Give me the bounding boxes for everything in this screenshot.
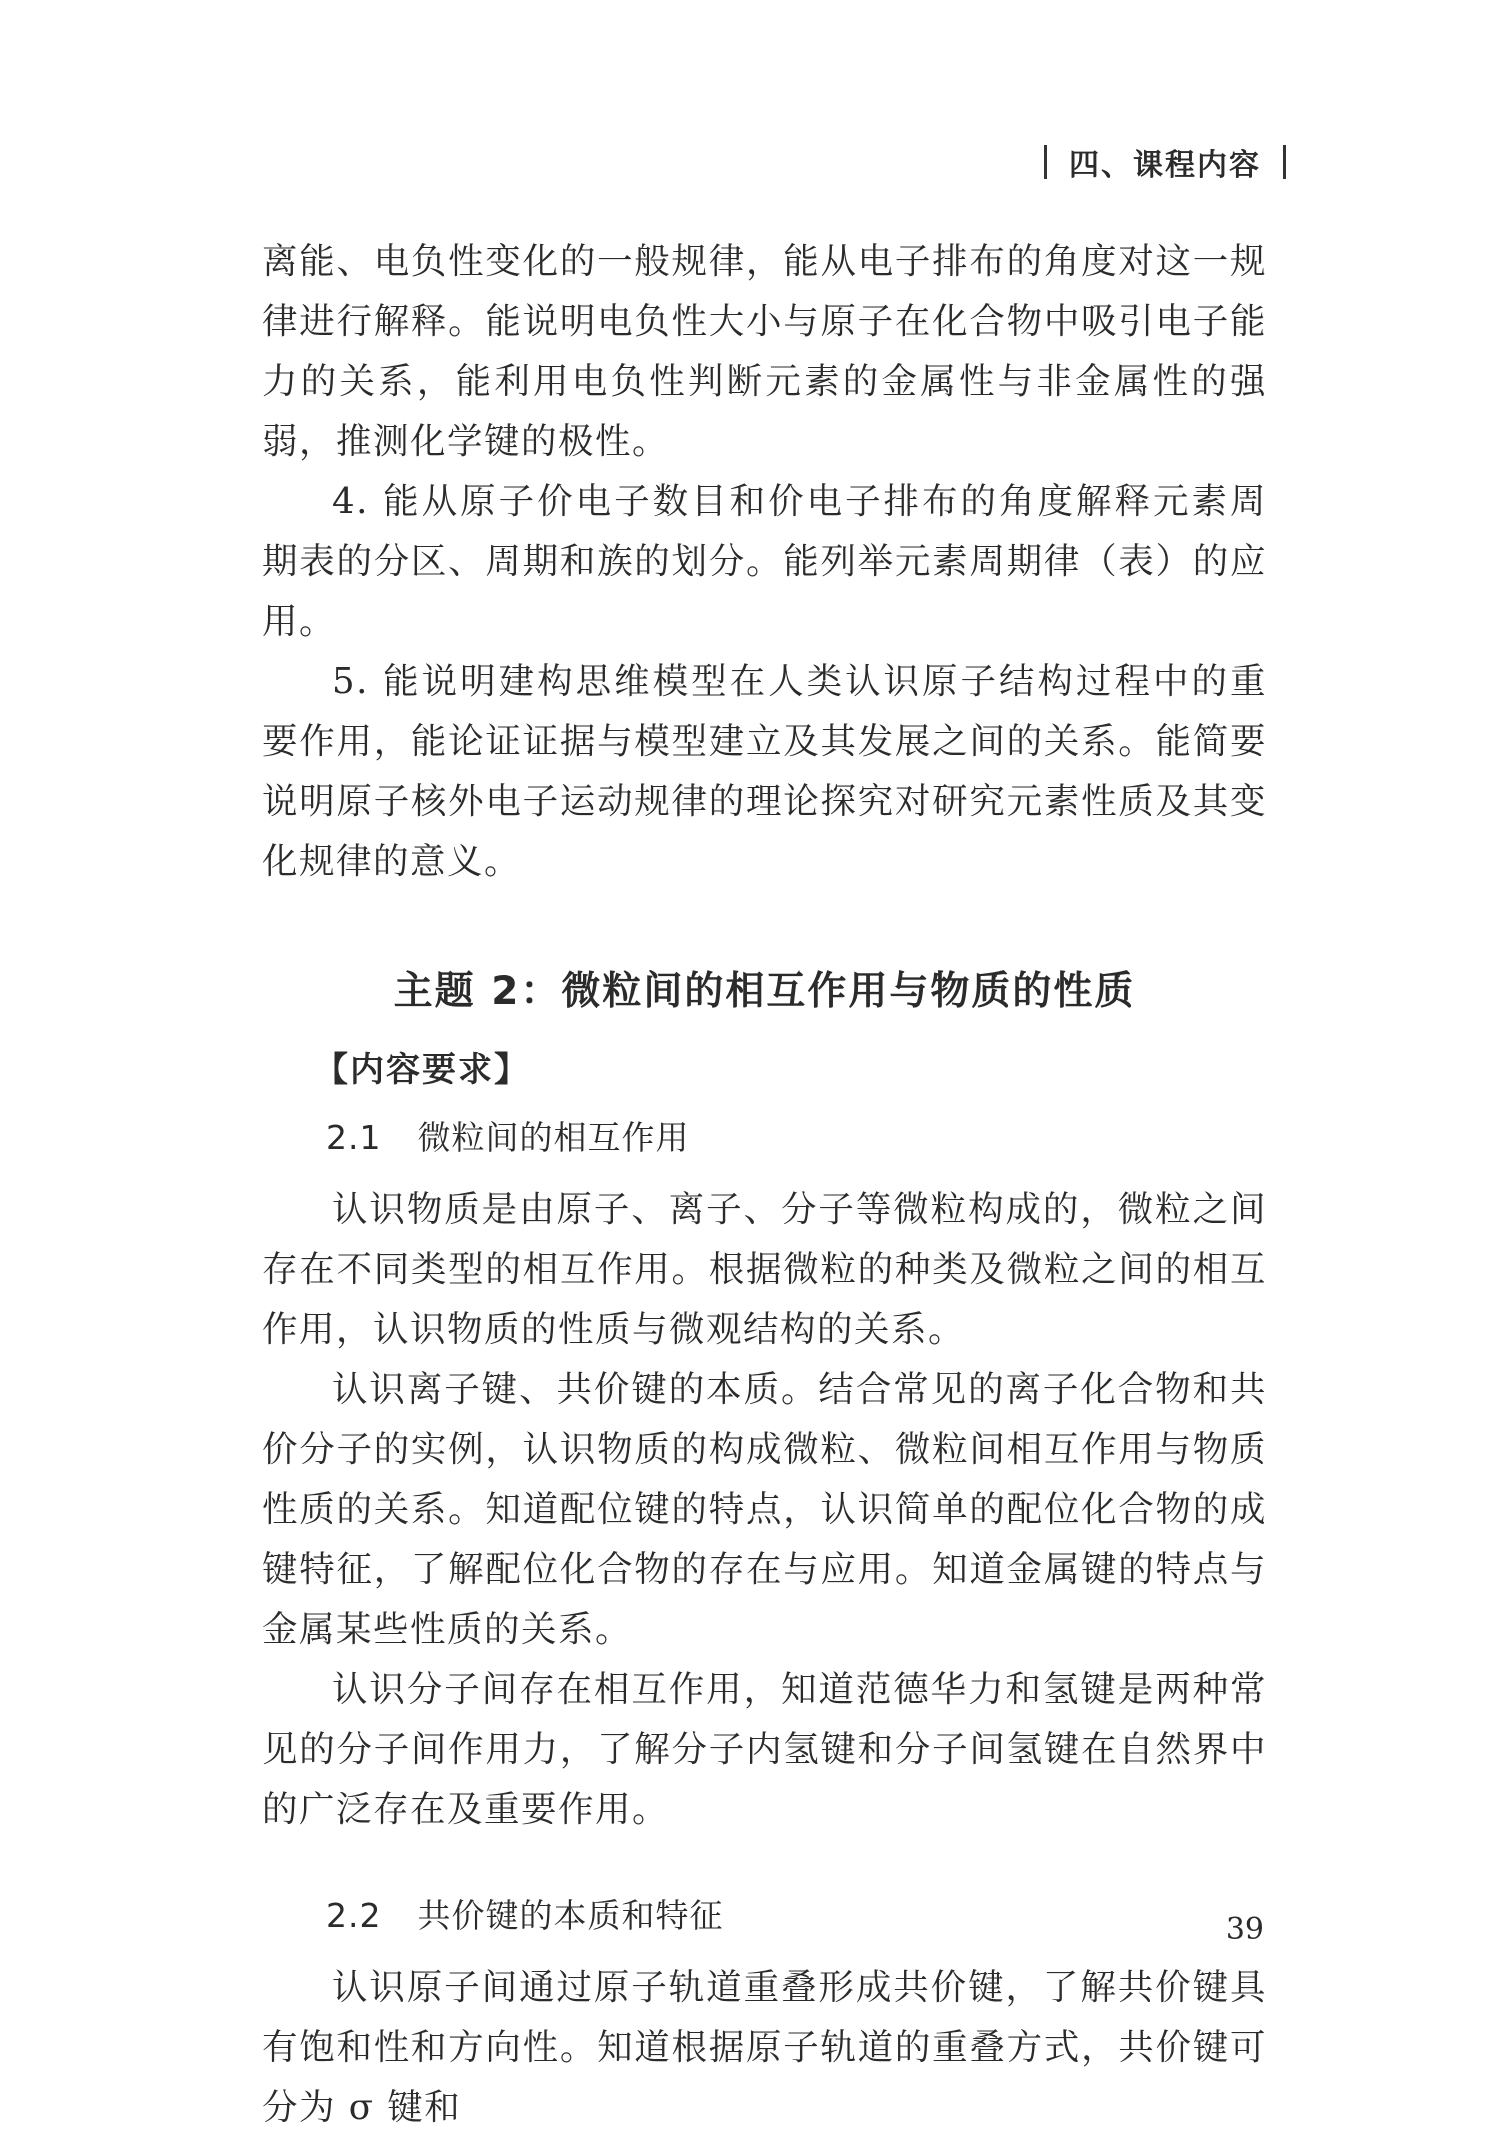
- running-header: [1044, 140, 1286, 184]
- header-section-title: 四、课程内容: [1069, 148, 1261, 183]
- subsection-2-1-paragraph-1: 认识物质是由原子、离子、分子等微粒构成的，微粒之间存在不同类型的相互作用。根据微粒的种类及微粒之间的相互作用，认识物质的性质与微观结构的关系。: [262, 1189, 1267, 1350]
- subsection-number: 2.1: [326, 1118, 382, 1157]
- header-left-bar: [1044, 145, 1047, 179]
- subsection-2-2-paragraph-1: 认识原子间通过原子轨道重叠形成共价键，了解共价键具有饱和性和方向性。知道根据原子轨道的重叠方式，共价键可分为 σ 键和: [262, 1967, 1267, 2128]
- subsection-title: 共价键的本质和特征: [417, 1896, 724, 1935]
- subsection-title: 微粒间的相互作用: [417, 1118, 690, 1157]
- topic-title: 主题 2：微粒间的相互作用与物质的性质: [393, 969, 1136, 1014]
- intro-paragraph-continued: 离能、电负性变化的一般规律，能从电子排布的角度对这一规律进行解释。能说明电负性大小与原子在化合物中吸引电子能力的关系，能利用电负性判断元素的金属性与非金属性的强弱，推测化学键的极性。: [262, 241, 1267, 462]
- content-requirements-label: 【内容要求】: [314, 1050, 530, 1090]
- page-body: [262, 232, 1267, 2138]
- header-right-bar: [1283, 145, 1286, 179]
- subsection-2-1-paragraph-3: 认识分子间存在相互作用，知道范德华力和氢键是两种常见的分子间作用力，了解分子内氢键和分子间氢键在自然界中的广泛存在及重要作用。: [262, 1669, 1267, 1830]
- intro-paragraph-item-5: 5. 能说明建构思维模型在人类认识原子结构过程中的重要作用，能论证证据与模型建立及其发展之间的关系。能简要说明原子核外电子运动规律的理论探究对研究元素性质及其变化规律的意义。: [262, 661, 1267, 882]
- subsection-number: 2.2: [326, 1896, 382, 1935]
- subsection-heading-2-2: [326, 1886, 1267, 1946]
- page-number: 39: [1225, 1912, 1264, 1947]
- subsection-heading-2-1: [326, 1108, 1267, 1168]
- subsection-2-1-paragraph-2: 认识离子键、共价键的本质。结合常见的离子化合物和共价分子的实例，认识物质的构成微粒、微粒间相互作用与物质性质的关系。知道配位键的特点，认识简单的配位化合物的成键特征，了解配位化合物的存在与应用。知道金属键的特点与金属某些性质的关系。: [262, 1369, 1267, 1650]
- intro-paragraph-item-4: 4. 能从原子价电子数目和价电子排布的角度解释元素周期表的分区、周期和族的划分。能列举元素周期律（表）的应用。: [262, 481, 1267, 642]
